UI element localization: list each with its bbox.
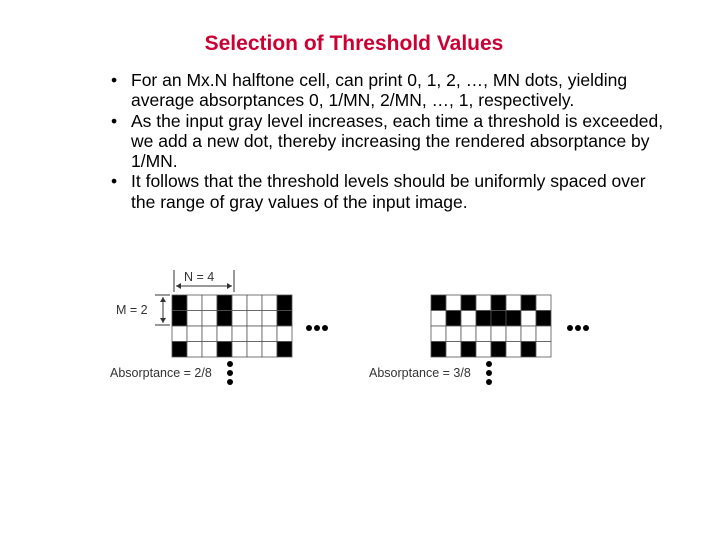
empty-cell xyxy=(262,326,277,342)
absorptance-caption-right: Absorptance = 3/8 xyxy=(369,366,471,380)
m-label: M = 2 xyxy=(116,303,148,317)
slide-title: Selection of Threshold Values xyxy=(204,32,504,55)
bullet-marker: • xyxy=(111,70,118,90)
empty-cell xyxy=(262,342,277,358)
filled-dot-cell xyxy=(217,311,232,327)
vertical-ellipsis-left xyxy=(227,361,233,385)
filled-dot-cell xyxy=(476,311,491,327)
empty-cell xyxy=(217,326,232,342)
empty-cell xyxy=(187,295,202,311)
empty-cell xyxy=(476,326,491,342)
filled-dot-cell xyxy=(172,295,187,311)
filled-dot-cell xyxy=(431,342,446,358)
bullet-text: As the input gray level increases, each time a threshold is exceeded, we add a new dot, thereby increasing the rendered absorptance by 1/MN. xyxy=(131,110,664,172)
filled-dot-cell xyxy=(491,342,506,358)
n-label: N = 4 xyxy=(184,270,215,284)
filled-dot-cell xyxy=(461,295,476,311)
empty-cell xyxy=(232,342,247,358)
filled-dot-cell xyxy=(506,311,521,327)
horizontal-ellipsis-right xyxy=(567,325,589,331)
empty-cell xyxy=(446,295,461,311)
empty-cell xyxy=(536,342,551,358)
empty-cell xyxy=(476,295,491,311)
empty-cell xyxy=(202,326,217,342)
m-dimension-annotation xyxy=(155,295,170,325)
empty-cell xyxy=(187,342,202,358)
empty-cell xyxy=(232,326,247,342)
empty-cell xyxy=(446,326,461,342)
empty-cell xyxy=(461,311,476,327)
empty-cell xyxy=(172,326,187,342)
empty-cell xyxy=(536,326,551,342)
filled-dot-cell xyxy=(521,342,536,358)
absorptance-caption-left: Absorptance = 2/8 xyxy=(110,366,212,380)
bullet-marker: • xyxy=(111,110,118,131)
filled-dot-cell xyxy=(491,295,506,311)
empty-cell xyxy=(262,311,277,327)
empty-cell xyxy=(521,311,536,327)
empty-cell xyxy=(187,311,202,327)
empty-cell xyxy=(247,295,262,311)
bullet-text: It follows that the threshold levels should be uniformly spaced over the range of gray values of the input image. xyxy=(131,171,646,212)
empty-cell xyxy=(461,326,476,342)
filled-dot-cell xyxy=(277,311,292,327)
empty-cell xyxy=(491,326,506,342)
empty-cell xyxy=(202,311,217,327)
empty-cell xyxy=(187,326,202,342)
filled-dot-cell xyxy=(217,342,232,358)
filled-dot-cell xyxy=(521,295,536,311)
filled-dot-cell xyxy=(446,311,461,327)
empty-cell xyxy=(506,295,521,311)
filled-dot-cell xyxy=(491,311,506,327)
empty-cell xyxy=(506,326,521,342)
empty-cell xyxy=(446,342,461,358)
filled-dot-cell xyxy=(536,311,551,327)
empty-cell xyxy=(431,326,446,342)
filled-dot-cell xyxy=(217,295,232,311)
empty-cell xyxy=(476,342,491,358)
empty-cell xyxy=(202,295,217,311)
horizontal-ellipsis-left xyxy=(306,325,328,331)
filled-dot-cell xyxy=(431,295,446,311)
empty-cell xyxy=(247,326,262,342)
empty-cell xyxy=(232,311,247,327)
empty-cell xyxy=(247,311,262,327)
halftone-grid-right xyxy=(431,295,551,357)
filled-dot-cell xyxy=(461,342,476,358)
empty-cell xyxy=(536,295,551,311)
empty-cell xyxy=(506,342,521,358)
filled-dot-cell xyxy=(172,311,187,327)
empty-cell xyxy=(521,326,536,342)
empty-cell xyxy=(247,342,262,358)
filled-dot-cell xyxy=(277,342,292,358)
bullet-text: For an Mx.N halftone cell, can print 0, 1, 2, …, MN dots, yielding average absorptances 0, 1/MN, 2/MN, …, 1, respectively. xyxy=(131,70,628,111)
empty-cell xyxy=(277,326,292,342)
empty-cell xyxy=(232,295,247,311)
filled-dot-cell xyxy=(172,342,187,358)
vertical-ellipsis-right xyxy=(486,361,492,385)
filled-dot-cell xyxy=(277,295,292,311)
empty-cell xyxy=(262,295,277,311)
empty-cell xyxy=(431,311,446,327)
halftone-grid-left xyxy=(172,295,292,357)
empty-cell xyxy=(202,342,217,358)
bullet-marker: • xyxy=(111,171,118,192)
